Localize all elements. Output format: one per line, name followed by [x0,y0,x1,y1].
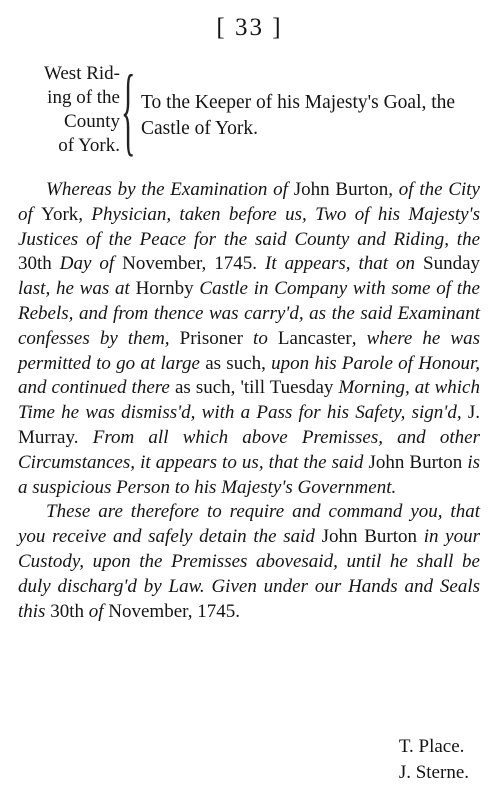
italic-run: last, he was at [18,278,136,300]
roman-run: John Burton [293,179,389,200]
signatures [399,734,469,786]
venue-line-text: of York. [58,135,120,156]
italic-run: From all which above Premisses, and other Circumstances, it appears to us, that the said [18,426,480,473]
roman-run: Lancaster [277,327,352,349]
roman-run: Sunday [423,253,481,275]
paragraph-order [18,500,480,624]
roman-run: 30th [18,253,52,275]
paragraph-examination [18,178,480,500]
italic-run: in your Custody, upon the Premisses abovesaid, until he shall be duly discharg'd by Law. Given under our Hands and Seals this [18,526,480,622]
venue-line [18,134,120,158]
addressee: To the Keeper of his Majesty's Goal, the Castle of York. [141,92,456,139]
italic-run: , where he was permitted to go at large [18,327,480,374]
roman-run: John Burton [368,451,463,473]
italic-run: Day of [51,253,123,275]
roman-run: November, 1745. [122,253,258,275]
roman-run: November, 1745. [108,600,240,622]
warrant-body [18,178,480,624]
roman-run: J. Murray. [18,402,480,448]
italic-run: to [242,327,278,349]
italic-run: , Physician, taken before us, Two of his Majesty's Justices of the Peace for the said County and Riding, the [18,203,481,250]
signature-sterne: J. Sterne. [398,762,469,783]
venue-line: West Rid- [43,63,120,84]
roman-run: York [41,203,79,225]
roman-run: John Burton [321,526,417,548]
italic-run: is a suspicious Person to his Majesty's Government. [18,451,480,498]
italic-run: upon his Parole of Honour, and continued there [18,352,480,399]
italic-run: Castle in Company with some of the Rebels, and from thence was carry'd, as the said Examinant confesses by them, [18,278,480,349]
roman-run: as such, 'till Tuesday [174,377,334,399]
roman-run: Prisoner [179,327,243,349]
italic-run: Whereas by the Examination of [46,179,294,200]
italic-run: , of the City of [18,179,480,225]
roman-run: 30th [50,600,84,622]
page-number: [ 33 ] [216,14,283,41]
brace-glyph: { [121,54,136,165]
signature-place: T. Place. [398,736,465,757]
venue-line: County [64,111,120,132]
italic-run: It appears, that on [257,253,424,275]
roman-run: as such, [205,352,266,374]
italic-run: These are therefore to require and command you, that you receive and safely detain the said [18,501,480,548]
roman-run: Hornby [135,278,194,300]
italic-run: Morning, at which Time he was dismiss'd, with a Pass for his Safety, sign'd, [18,377,480,424]
italic-run: of [83,600,109,622]
venue-line: ing of the [47,87,120,108]
venue-block [18,62,120,158]
